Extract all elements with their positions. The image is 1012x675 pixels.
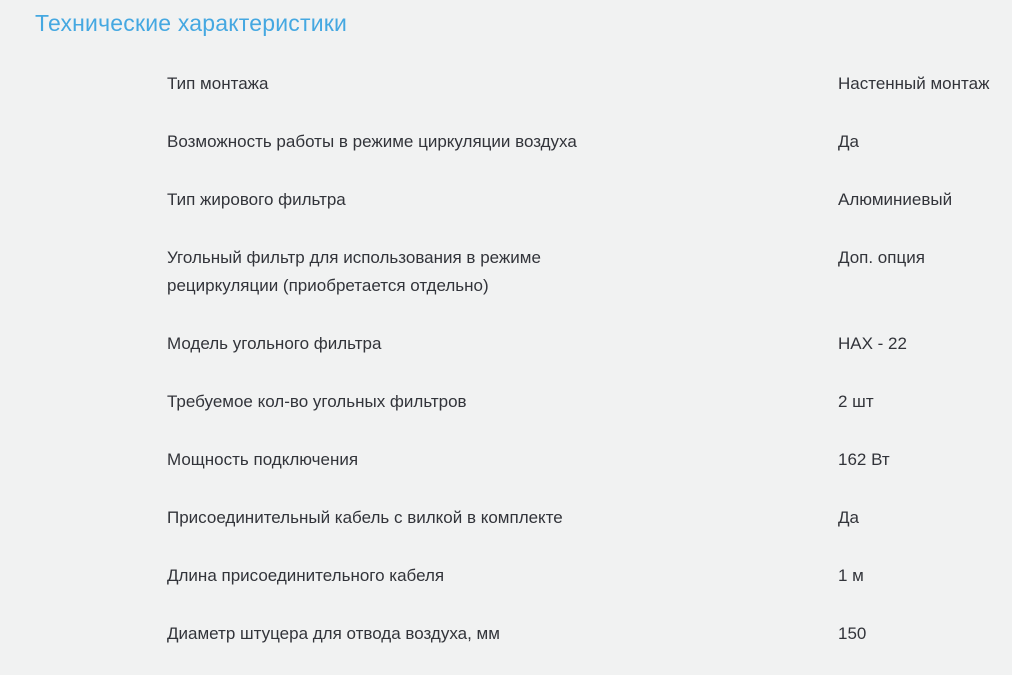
spec-label: Присоединительный кабель с вилкой в комплекте — [167, 508, 563, 527]
spec-row — [167, 504, 1012, 532]
spec-row — [167, 388, 1012, 416]
spec-value: Доп. опция — [838, 248, 925, 267]
spec-label: Длина присоединительного кабеля — [167, 566, 445, 585]
spec-value: 150 — [838, 624, 867, 643]
spec-label: Возможность работы в режиме циркуляции воздуха — [167, 132, 577, 151]
spec-label: Диаметр штуцера для отвода воздуха, мм — [167, 624, 500, 643]
spec-label: Мощность подключения — [167, 450, 359, 469]
spec-row — [167, 70, 1012, 98]
spec-row — [167, 186, 1012, 214]
spec-label: Угольный фильтр для использования в режиме рециркуляции (приобретается отдельно) — [167, 248, 541, 295]
section-title: Технические характеристики — [35, 10, 348, 36]
spec-row — [167, 244, 1012, 300]
spec-value: Алюминиевый — [838, 190, 953, 209]
spec-value: HAX - 22 — [838, 334, 907, 353]
spec-row — [167, 330, 1012, 358]
spec-row — [167, 128, 1012, 156]
spec-value: Да — [838, 132, 859, 151]
spec-table — [167, 70, 1012, 648]
spec-row — [167, 562, 1012, 590]
spec-row — [167, 446, 1012, 474]
spec-label: Тип монтажа — [167, 74, 269, 93]
spec-label: Тип жирового фильтра — [167, 190, 346, 209]
spec-row — [167, 620, 1012, 648]
spec-value: Настенный монтаж — [838, 74, 990, 93]
spec-value: 162 Вт — [838, 450, 890, 469]
spec-label: Модель угольного фильтра — [167, 334, 382, 353]
spec-value: 1 м — [838, 566, 864, 585]
spec-label: Требуемое кол-во угольных фильтров — [167, 392, 467, 411]
spec-value: 2 шт — [838, 392, 874, 411]
spec-value: Да — [838, 508, 859, 527]
